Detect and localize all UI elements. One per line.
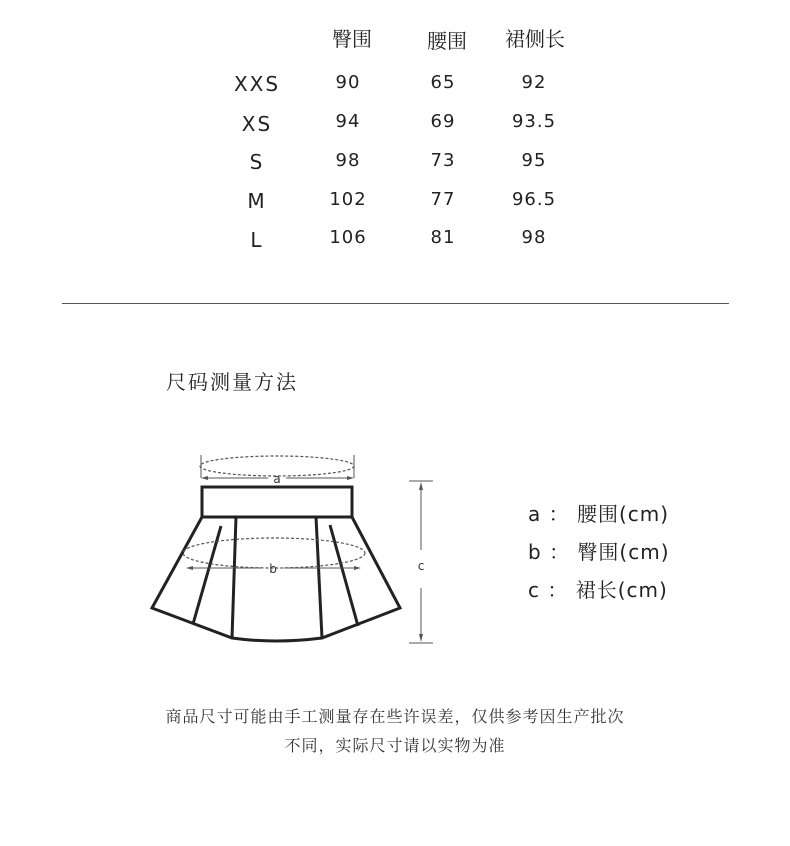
pleat-line [232,517,236,638]
legend-sep: ： [549,540,571,564]
pleat-line [316,517,322,638]
legend-item-c [528,574,668,603]
waist-value: 77 [430,189,456,210]
size-label: S [249,150,265,174]
length-value: 96.5 [511,189,557,210]
header-hip: 臀围 [332,27,372,51]
label-b: b [269,562,277,576]
pleat-line [193,526,221,624]
waist-value: 65 [430,72,456,93]
arrow-left-icon [201,476,208,480]
legend-key: c [528,578,540,602]
size-label: M [247,189,267,213]
arrow-up-icon [419,482,423,490]
arrow-right-icon [354,566,361,570]
legend-text: 腰围(cm) [576,502,670,526]
hip-value: 106 [329,227,367,248]
waist-value: 73 [430,150,456,171]
size-label: XXS [233,72,281,96]
length-value: 92 [521,72,547,93]
disclaimer-line-2: 不同，实际尺寸请以实物为准 [284,736,506,755]
hip-value: 90 [335,72,361,93]
length-value: 98 [521,227,547,248]
legend-key: a [528,502,542,526]
length-value: 93.5 [511,111,557,132]
arrow-left-icon [186,566,193,570]
legend-item-a [528,498,669,527]
waistband-shape [202,487,352,517]
waist-value: 69 [430,111,456,132]
measurement-method-title: 尺码测量方法 [166,370,298,394]
header-length: 裙侧长 [505,27,565,51]
pleat-line [330,525,358,626]
length-value: 95 [521,150,547,171]
size-label: L [250,228,264,252]
legend-sep: ： [548,502,570,526]
arrow-down-icon [419,634,423,642]
hip-value: 94 [335,111,361,132]
legend-text: 裙长(cm) [575,578,668,602]
label-c: c [417,559,425,573]
legend-item-b [528,536,670,565]
arrow-right-icon [347,476,354,480]
hip-value: 102 [329,189,367,210]
label-a: a [273,472,281,486]
skirt-outline [152,517,400,641]
waist-value: 81 [430,227,456,248]
hip-value: 98 [335,150,361,171]
disclaimer-line-1: 商品尺寸可能由手工测量存在些许误差，仅供参考因生产批次 [165,707,625,726]
legend-text: 臀围(cm) [577,540,670,564]
header-waist: 腰围 [427,29,467,53]
size-label: XS [241,112,273,136]
legend-sep: ： [547,578,569,602]
legend-key: b [528,540,542,564]
